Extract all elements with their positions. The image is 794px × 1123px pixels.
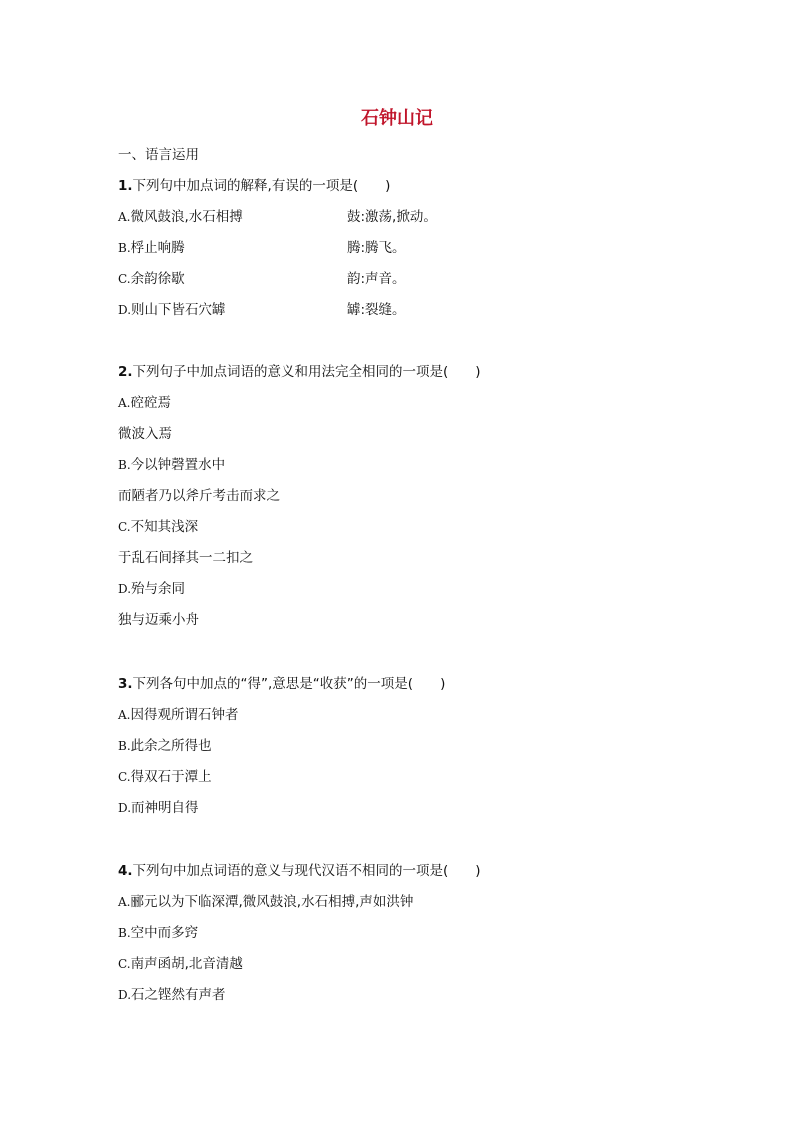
q4-option-d [118, 986, 226, 1004]
q3-option-d [118, 799, 199, 817]
question-2 [118, 363, 481, 381]
option-letter: A. [118, 895, 131, 909]
q1-option-b-gloss: 腾:腾飞。 [347, 240, 406, 256]
question-stem: 下列句子中加点词语的意义和用法完全相同的一项是( ) [132, 364, 481, 380]
option-text: 郦元以为下临深潭,微风鼓浪,水石相搏,声如洪钟 [130, 894, 414, 910]
document-title: 石钟山记 [361, 108, 433, 129]
option-text: 微风鼓浪,水石相搏 [130, 209, 243, 225]
q4-option-b [118, 924, 198, 942]
question-stem: 下列句中加点词的解释,有误的一项是( ) [132, 178, 391, 194]
option-letter: C. [118, 770, 131, 784]
q1-option-a [118, 208, 243, 226]
option-letter: C. [118, 520, 131, 534]
q1-option-a-gloss: 鼓:激荡,掀动。 [347, 209, 437, 225]
q3-option-a [118, 706, 238, 724]
question-number: 3. [118, 676, 133, 692]
option-letter: A. [118, 210, 131, 224]
option-text: 得双石于潭上 [130, 769, 212, 785]
option-text: 桴止响腾 [130, 240, 185, 256]
option-letter: D. [118, 582, 132, 596]
option-text: 今以钟磬置水中 [130, 457, 226, 473]
section-heading: 一、语言运用 [118, 147, 199, 163]
option-text: 殆与余同 [131, 581, 186, 597]
q3-option-c [118, 768, 212, 786]
option-letter: D. [118, 988, 132, 1002]
q1-option-b [118, 239, 185, 257]
q1-option-d [118, 301, 226, 319]
question-stem: 下列各句中加点的“得”,意思是“收获”的一项是( ) [132, 676, 446, 692]
q2-option-d-pair: 独与迈乘小舟 [118, 612, 199, 628]
question-3 [118, 675, 445, 693]
option-letter: A. [118, 396, 131, 410]
q2-option-c-pair: 于乱石间择其一二扣之 [118, 550, 253, 566]
option-letter: B. [118, 926, 131, 940]
q4-option-c [118, 955, 243, 973]
option-text: 而神明自得 [131, 800, 199, 816]
q2-option-a [118, 394, 171, 412]
q2-option-d [118, 580, 185, 598]
option-text: 则山下皆石穴罅 [131, 302, 226, 318]
question-number: 1. [118, 178, 133, 194]
option-text: 石之铿然有声者 [131, 987, 226, 1003]
q2-option-a-pair: 微波入焉 [118, 426, 172, 442]
option-letter: B. [118, 458, 131, 472]
option-text: 此余之所得也 [130, 738, 212, 754]
option-letter: B. [118, 739, 131, 753]
question-4 [118, 862, 481, 880]
question-stem: 下列句中加点词语的意义与现代汉语不相同的一项是( ) [132, 863, 481, 879]
option-text: 余韵徐歇 [130, 271, 185, 287]
question-1 [118, 177, 390, 195]
q4-option-a [118, 893, 413, 911]
q2-option-c [118, 518, 198, 536]
option-letter: C. [118, 957, 131, 971]
q1-option-c-gloss: 韵:声音。 [347, 271, 406, 287]
question-number: 2. [118, 364, 133, 380]
option-letter: C. [118, 272, 131, 286]
option-text: 不知其浅深 [130, 519, 199, 535]
option-text: 因得观所谓石钟者 [130, 707, 239, 723]
question-number: 4. [118, 863, 133, 879]
option-text: 空中而多窍 [130, 925, 199, 941]
option-letter: D. [118, 303, 132, 317]
q2-option-b-pair: 而陋者乃以斧斤考击而求之 [118, 488, 280, 504]
q2-option-b [118, 456, 225, 474]
q3-option-b [118, 737, 212, 755]
q1-option-d-gloss: 罅:裂缝。 [347, 302, 406, 318]
q1-option-c [118, 270, 185, 288]
option-letter: A. [118, 708, 131, 722]
option-letter: D. [118, 801, 132, 815]
option-text: 硿硿焉 [130, 395, 171, 411]
option-text: 南声函胡,北音清越 [130, 956, 243, 972]
option-letter: B. [118, 241, 131, 255]
